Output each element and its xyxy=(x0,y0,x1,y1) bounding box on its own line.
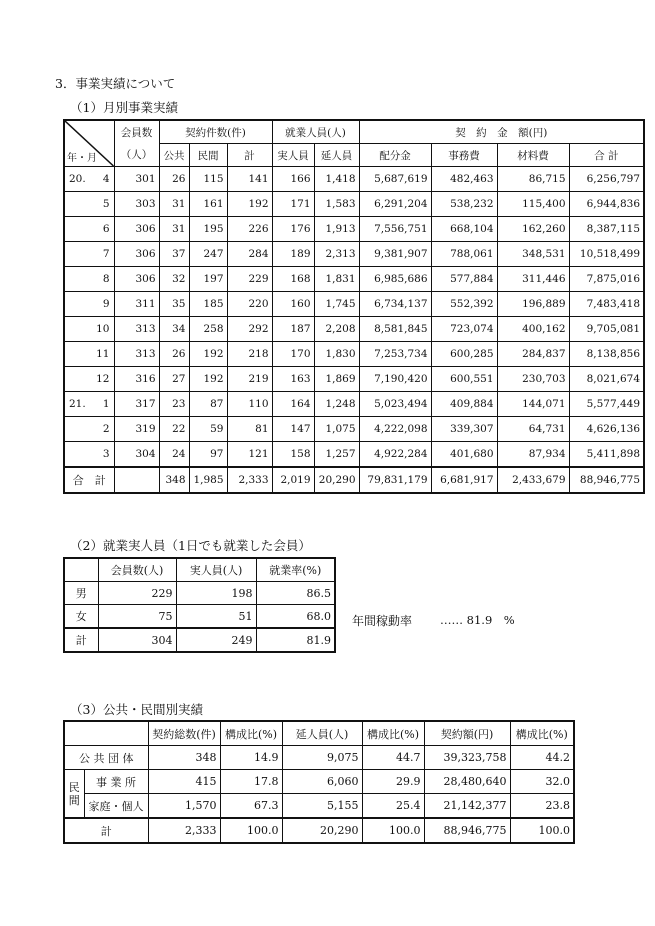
label-cell: 計 xyxy=(64,628,98,652)
members-cell: 75 xyxy=(98,605,176,629)
total-cell: 284 xyxy=(227,242,272,267)
material-cell: 86,715 xyxy=(497,167,569,192)
grand-cell: 5,577,449 xyxy=(569,392,644,417)
year-month-cell xyxy=(64,167,114,192)
year-month-cell xyxy=(64,392,114,417)
public-cell: 31 xyxy=(159,217,189,242)
members-cell: 317 xyxy=(114,392,159,417)
total-actual: 2,019 xyxy=(272,467,314,493)
section-title: 3．事業実績について xyxy=(55,76,176,91)
month-label: 4 xyxy=(102,173,110,185)
ratio2: 29.9 xyxy=(362,770,424,794)
public-cell: 22 xyxy=(159,417,189,442)
table-row xyxy=(64,605,335,629)
header-members: 会員数(人) xyxy=(98,558,176,582)
cumulative-cell: 2,208 xyxy=(314,317,359,342)
cumulative-cell: 1,831 xyxy=(314,267,359,292)
contracts: 1,570 xyxy=(148,794,220,819)
header-grand: 合 計 xyxy=(569,144,644,167)
header-cumulative: 延人員(人) xyxy=(282,721,362,746)
year-month-cell xyxy=(64,242,114,267)
amount: 28,480,640 xyxy=(424,770,510,794)
table-row xyxy=(64,167,644,192)
total-cell: 121 xyxy=(227,442,272,468)
members-cell: 311 xyxy=(114,292,159,317)
distribution-cell: 6,985,686 xyxy=(359,267,431,292)
members-cell: 303 xyxy=(114,192,159,217)
total-public: 348 xyxy=(159,467,189,493)
year-month-cell xyxy=(64,367,114,392)
header-contracts: 契約件数(件) xyxy=(159,120,272,144)
employment-table xyxy=(63,557,336,653)
grand-cell: 8,021,674 xyxy=(569,367,644,392)
annual-rate-label: 年間稼動率 xyxy=(352,614,413,628)
actual-cell: 164 xyxy=(272,392,314,417)
distribution-cell: 6,734,137 xyxy=(359,292,431,317)
contracts: 415 xyxy=(148,770,220,794)
row-label: 計 xyxy=(64,818,148,843)
total-cell: 292 xyxy=(227,317,272,342)
distribution-cell: 9,381,907 xyxy=(359,242,431,267)
month-label: 6 xyxy=(102,223,110,235)
office-cell: 788,061 xyxy=(431,242,497,267)
actual-cell: 158 xyxy=(272,442,314,468)
year-month-cell xyxy=(64,342,114,367)
ratio2: 25.4 xyxy=(362,794,424,819)
rate-cell: 81.9 xyxy=(256,628,335,652)
total-material: 2,433,679 xyxy=(497,467,569,493)
material-cell: 230,703 xyxy=(497,367,569,392)
table-row xyxy=(64,442,644,468)
office-cell: 401,680 xyxy=(431,442,497,468)
distribution-cell: 4,922,284 xyxy=(359,442,431,468)
rate-cell: 86.5 xyxy=(256,582,335,605)
members-cell: 306 xyxy=(114,267,159,292)
cumulative: 5,155 xyxy=(282,794,362,819)
header-contracts: 契約総数(件) xyxy=(148,721,220,746)
private-cell: 161 xyxy=(189,192,227,217)
office-cell: 723,074 xyxy=(431,317,497,342)
public-cell: 27 xyxy=(159,367,189,392)
table-row xyxy=(64,292,644,317)
ratio3: 44.2 xyxy=(510,746,574,770)
material-cell: 144,071 xyxy=(497,392,569,417)
table-row xyxy=(64,317,644,342)
table-row xyxy=(64,794,574,819)
header-distribution: 配分金 xyxy=(359,144,431,167)
total-private: 1,985 xyxy=(189,467,227,493)
actual-cell: 198 xyxy=(176,582,256,605)
total-cumulative: 20,290 xyxy=(314,467,359,493)
actual-cell: 187 xyxy=(272,317,314,342)
cumulative-cell: 1,257 xyxy=(314,442,359,468)
cumulative-cell: 1,869 xyxy=(314,367,359,392)
header-amount: 契約額(円) xyxy=(424,721,510,746)
public-cell: 31 xyxy=(159,192,189,217)
members-cell: 313 xyxy=(114,317,159,342)
monthly-results-title: （1）月別事業実績 xyxy=(70,100,178,115)
total-cell: 110 xyxy=(227,392,272,417)
year-month-cell xyxy=(64,317,114,342)
amount: 88,946,775 xyxy=(424,818,510,843)
office-cell: 339,307 xyxy=(431,417,497,442)
monthly-results-table xyxy=(63,119,645,494)
table-row xyxy=(64,746,574,770)
rate-cell: 68.0 xyxy=(256,605,335,629)
cumulative-cell: 1,418 xyxy=(314,167,359,192)
header-members: 会員数 xyxy=(114,120,159,144)
private-cell: 115 xyxy=(189,167,227,192)
members-cell: 316 xyxy=(114,367,159,392)
distribution-cell: 8,581,845 xyxy=(359,317,431,342)
table-row xyxy=(64,392,644,417)
month-label: 7 xyxy=(102,248,110,260)
month-label: 8 xyxy=(102,273,110,285)
public-cell: 34 xyxy=(159,317,189,342)
material-cell: 87,934 xyxy=(497,442,569,468)
public-cell: 24 xyxy=(159,442,189,468)
header-cumulative: 延人員 xyxy=(314,144,359,167)
contracts: 348 xyxy=(148,746,220,770)
actual-cell: 170 xyxy=(272,342,314,367)
office-cell: 409,884 xyxy=(431,392,497,417)
month-label: 3 xyxy=(102,448,110,460)
material-cell: 162,260 xyxy=(497,217,569,242)
header-office: 事務費 xyxy=(431,144,497,167)
header-ratio2: 構成比(%) xyxy=(362,721,424,746)
private-cell: 87 xyxy=(189,392,227,417)
table-row xyxy=(64,242,644,267)
grand-cell: 6,256,797 xyxy=(569,167,644,192)
ratio2: 44.7 xyxy=(362,746,424,770)
table-row xyxy=(64,192,644,217)
table-row xyxy=(64,628,335,652)
month-label: 5 xyxy=(102,198,110,210)
members-cell: 313 xyxy=(114,342,159,367)
total-grand: 88,946,775 xyxy=(569,467,644,493)
ratio1: 14.9 xyxy=(220,746,282,770)
total-cell: 226 xyxy=(227,217,272,242)
label-cell: 女 xyxy=(64,605,98,629)
ratio3: 100.0 xyxy=(510,818,574,843)
public-cell: 23 xyxy=(159,392,189,417)
year-label: 21. xyxy=(69,398,86,410)
members-cell: 306 xyxy=(114,217,159,242)
distribution-cell: 7,190,420 xyxy=(359,367,431,392)
amount: 39,323,758 xyxy=(424,746,510,770)
actual-cell: 163 xyxy=(272,367,314,392)
cumulative-cell: 1,913 xyxy=(314,217,359,242)
actual-cell: 51 xyxy=(176,605,256,629)
header-private: 民間 xyxy=(189,144,227,167)
grand-cell: 8,387,115 xyxy=(569,217,644,242)
label-cell: 男 xyxy=(64,582,98,605)
actual-cell: 147 xyxy=(272,417,314,442)
total-cell: 229 xyxy=(227,267,272,292)
actual-cell: 189 xyxy=(272,242,314,267)
year-month-cell xyxy=(64,292,114,317)
private-cell: 192 xyxy=(189,367,227,392)
public-cell: 37 xyxy=(159,242,189,267)
total-cell: 192 xyxy=(227,192,272,217)
table-row xyxy=(64,367,644,392)
total-label: 合 計 xyxy=(64,467,114,493)
blank-cell xyxy=(64,558,98,582)
private-cell: 185 xyxy=(189,292,227,317)
distribution-cell: 7,253,734 xyxy=(359,342,431,367)
cumulative-cell: 1,830 xyxy=(314,342,359,367)
header-public: 公共 xyxy=(159,144,189,167)
public-private-title: （3）公共・民間別実績 xyxy=(70,702,203,717)
grand-cell: 6,944,836 xyxy=(569,192,644,217)
cumulative: 9,075 xyxy=(282,746,362,770)
year-month-cell xyxy=(64,192,114,217)
actual-cell: 168 xyxy=(272,267,314,292)
grand-cell: 5,411,898 xyxy=(569,442,644,468)
table-row xyxy=(64,267,644,292)
members-cell: 304 xyxy=(114,442,159,468)
distribution-cell: 5,023,494 xyxy=(359,392,431,417)
table-row xyxy=(64,217,644,242)
office-cell: 552,392 xyxy=(431,292,497,317)
material-cell: 64,731 xyxy=(497,417,569,442)
private-cell: 195 xyxy=(189,217,227,242)
ratio1: 67.3 xyxy=(220,794,282,819)
cumulative: 20,290 xyxy=(282,818,362,843)
office-cell: 600,285 xyxy=(431,342,497,367)
amount: 21,142,377 xyxy=(424,794,510,819)
members-cell: 304 xyxy=(98,628,176,652)
total-office: 6,681,917 xyxy=(431,467,497,493)
public-cell: 35 xyxy=(159,292,189,317)
office-cell: 577,884 xyxy=(431,267,497,292)
private-cell: 197 xyxy=(189,267,227,292)
ratio1: 17.8 xyxy=(220,770,282,794)
table-row xyxy=(64,770,574,794)
header-actual: 実人員 xyxy=(272,144,314,167)
material-cell: 348,531 xyxy=(497,242,569,267)
office-cell: 668,104 xyxy=(431,217,497,242)
ratio3: 23.8 xyxy=(510,794,574,819)
actual-cell: 176 xyxy=(272,217,314,242)
total-cell: 219 xyxy=(227,367,272,392)
row-label: 公 共 団 体 xyxy=(64,746,148,770)
office-cell: 482,463 xyxy=(431,167,497,192)
distribution-cell: 5,687,619 xyxy=(359,167,431,192)
public-cell: 32 xyxy=(159,267,189,292)
public-cell: 26 xyxy=(159,167,189,192)
actual-cell: 160 xyxy=(272,292,314,317)
row-label: 事 業 所 xyxy=(84,770,148,794)
total-cell: 218 xyxy=(227,342,272,367)
annual-rate-value: …… 81.9 % xyxy=(440,613,515,627)
private-cell: 97 xyxy=(189,442,227,468)
private-group-label: 民間 xyxy=(64,770,84,819)
table-row xyxy=(64,818,574,843)
members-cell: 319 xyxy=(114,417,159,442)
month-label: 11 xyxy=(96,348,110,360)
actual-cell: 166 xyxy=(272,167,314,192)
month-label: 10 xyxy=(96,323,110,335)
cumulative-cell: 1,745 xyxy=(314,292,359,317)
table-row xyxy=(64,582,335,605)
year-month-cell xyxy=(64,267,114,292)
private-cell: 247 xyxy=(189,242,227,267)
year-month-cell xyxy=(64,217,114,242)
total-cell: 141 xyxy=(227,167,272,192)
grand-cell: 4,626,136 xyxy=(569,417,644,442)
material-cell: 400,162 xyxy=(497,317,569,342)
header-amount: 契 約 金 額(円) xyxy=(359,120,644,144)
grand-cell: 7,483,418 xyxy=(569,292,644,317)
employment-title: （2）就業実人員（1日でも就業した会員） xyxy=(70,538,311,553)
cumulative-cell: 1,075 xyxy=(314,417,359,442)
table-row xyxy=(64,417,644,442)
ratio1: 100.0 xyxy=(220,818,282,843)
header-ratio1: 構成比(%) xyxy=(220,721,282,746)
members-cell: 301 xyxy=(114,167,159,192)
month-label: 12 xyxy=(96,373,110,385)
ratio3: 32.0 xyxy=(510,770,574,794)
total-cell: 220 xyxy=(227,292,272,317)
ratio2: 100.0 xyxy=(362,818,424,843)
distribution-cell: 7,556,751 xyxy=(359,217,431,242)
grand-cell: 10,518,499 xyxy=(569,242,644,267)
corner-label: 年・月 xyxy=(67,153,97,164)
table-row xyxy=(64,342,644,367)
total-members xyxy=(114,467,159,493)
month-label: 9 xyxy=(102,298,110,310)
month-label: 2 xyxy=(102,423,110,435)
cumulative-cell: 2,313 xyxy=(314,242,359,267)
header-ratio3: 構成比(%) xyxy=(510,721,574,746)
private-cell: 258 xyxy=(189,317,227,342)
members-cell: 229 xyxy=(98,582,176,605)
cumulative-cell: 1,583 xyxy=(314,192,359,217)
office-cell: 600,551 xyxy=(431,367,497,392)
distribution-cell: 4,222,098 xyxy=(359,417,431,442)
material-cell: 284,837 xyxy=(497,342,569,367)
header-actual: 実人員(人) xyxy=(176,558,256,582)
total-cell: 81 xyxy=(227,417,272,442)
material-cell: 311,446 xyxy=(497,267,569,292)
total-distribution: 79,831,179 xyxy=(359,467,431,493)
year-month-cell xyxy=(64,442,114,468)
cumulative-cell: 1,248 xyxy=(314,392,359,417)
grand-cell: 7,875,016 xyxy=(569,267,644,292)
blank-cell xyxy=(64,721,148,746)
total-total: 2,333 xyxy=(227,467,272,493)
year-label: 20. xyxy=(69,173,86,185)
header-employed: 就業人員(人) xyxy=(272,120,359,144)
row-label: 家庭・個人 xyxy=(84,794,148,819)
header-material: 材料費 xyxy=(497,144,569,167)
material-cell: 196,889 xyxy=(497,292,569,317)
header-total: 計 xyxy=(227,144,272,167)
contracts: 2,333 xyxy=(148,818,220,843)
corner-cell xyxy=(64,120,114,167)
private-cell: 59 xyxy=(189,417,227,442)
grand-cell: 9,705,081 xyxy=(569,317,644,342)
public-cell: 26 xyxy=(159,342,189,367)
month-label: 1 xyxy=(102,398,110,410)
header-members-unit: （人） xyxy=(114,144,159,167)
private-cell: 192 xyxy=(189,342,227,367)
cumulative: 6,060 xyxy=(282,770,362,794)
office-cell: 538,232 xyxy=(431,192,497,217)
public-private-table xyxy=(63,720,575,844)
actual-cell: 249 xyxy=(176,628,256,652)
members-cell: 306 xyxy=(114,242,159,267)
material-cell: 115,400 xyxy=(497,192,569,217)
header-rate: 就業率(%) xyxy=(256,558,335,582)
actual-cell: 171 xyxy=(272,192,314,217)
distribution-cell: 6,291,204 xyxy=(359,192,431,217)
grand-cell: 8,138,856 xyxy=(569,342,644,367)
year-month-cell xyxy=(64,417,114,442)
